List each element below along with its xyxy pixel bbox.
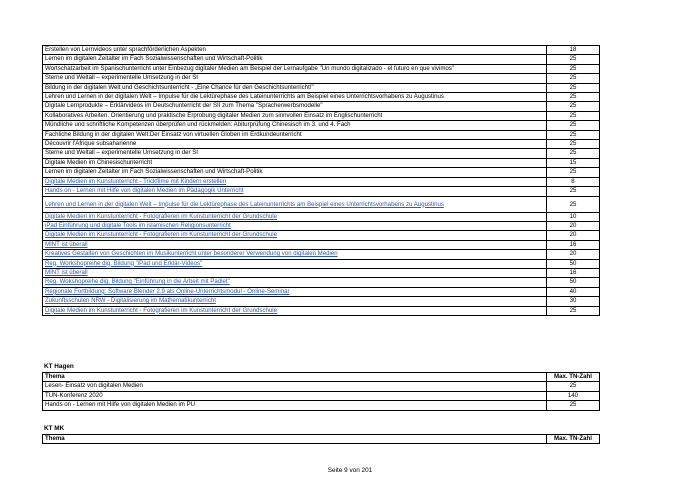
- row-count: 25: [547, 187, 600, 196]
- row-count: 25: [547, 74, 600, 83]
- column-header-theme: Thema: [43, 435, 547, 444]
- row-count: 25: [547, 196, 600, 212]
- row-title-link[interactable]: Regionale Fortbildung: Software Blender 2.9 als Online-Unterrichtsmodul - Online-Seminar: [43, 287, 547, 296]
- row-title: Kollaboratives Arbeiten. Orientierung und praktische Erprobung digitaler Medien zum sinnvollen Einsatz im Englischunterricht: [43, 111, 547, 120]
- row-title: TUN-Konferenz 2020: [43, 391, 547, 400]
- table-row: [43, 149, 600, 158]
- row-count: 15: [547, 158, 600, 167]
- row-title: Bildung in der digitalen Welt und Geschichtsunterricht - „Eine Chance für den Geschichtsunterricht!": [43, 83, 547, 92]
- row-count: 25: [547, 64, 600, 73]
- row-count: 25: [547, 140, 600, 149]
- row-count: 16: [547, 268, 600, 277]
- row-title: Sterne und Weltall – experimentelle Umsetzung in der SI: [43, 149, 547, 158]
- table-row: [43, 102, 600, 111]
- row-count: 20: [547, 221, 600, 230]
- mk-table: [42, 434, 600, 444]
- row-count: 20: [547, 250, 600, 259]
- row-title: Découvrir l'Afrique subsaharienne: [43, 140, 547, 149]
- course-table: [42, 45, 600, 316]
- row-title: Digitale Medien im Chinesischunterricht: [43, 158, 547, 167]
- column-header-max: Max. TN-Zahl: [547, 373, 600, 382]
- row-count: 25: [547, 130, 600, 139]
- row-title-link[interactable]: Digitale Medien im Kunstunterricht - Fotografieren im Kunstunterricht der Grundschule: [43, 231, 547, 240]
- table-header-row: [43, 373, 600, 382]
- table-row: [43, 55, 600, 64]
- row-title: Mündliche und schriftliche Kompetenzen überprüfen und rückmelden: Abiturprüfung Chinesisch im 3. und 4. Fach: [43, 121, 547, 130]
- row-count: 18: [547, 46, 600, 55]
- row-count: 8: [547, 177, 600, 186]
- table-row: [43, 111, 600, 120]
- table-row[interactable]: [43, 278, 600, 287]
- table-row[interactable]: [43, 287, 600, 296]
- row-count: 25: [547, 111, 600, 120]
- row-count: 50: [547, 278, 600, 287]
- row-count: 25: [547, 401, 600, 410]
- row-count: 30: [547, 297, 600, 306]
- table-row[interactable]: [43, 231, 600, 240]
- row-count: 25: [547, 382, 600, 391]
- row-count: 140: [547, 391, 600, 400]
- row-title-link[interactable]: iPad Einführung und digitale Tools im islamischen Religionsunterricht: [43, 221, 547, 230]
- row-count: 25: [547, 121, 600, 130]
- table-row[interactable]: [43, 196, 600, 212]
- row-count: 10: [547, 212, 600, 221]
- row-title-link[interactable]: Kreatives Gestalten von Geschichten im Musikunterricht unter besonderer Verwendung von digitalen Medien: [43, 250, 547, 259]
- table-row[interactable]: [43, 187, 600, 196]
- table-row[interactable]: [43, 240, 600, 249]
- row-title-link[interactable]: Hands on - Lernen mit Hilfe von digitalen Medien im Pädagogik Unterricht: [43, 187, 547, 196]
- table-header-row: [43, 435, 600, 444]
- row-title: Digitale Lernprodukte – Erklärvideos im Deutschunterricht der SII zum Thema "Spracherwerbsmodelle": [43, 102, 547, 111]
- table-row: [43, 83, 600, 92]
- table-row[interactable]: [43, 250, 600, 259]
- table-row: [43, 130, 600, 139]
- row-title: Lesen- Einsatz von digitalen Medien: [43, 382, 547, 391]
- hagen-table: [42, 372, 600, 411]
- row-count: 25: [547, 93, 600, 102]
- table-row: [43, 64, 600, 73]
- row-title-link[interactable]: Digitale Medien im Kunstunterricht - Fotografieren im Kunstunterricht der Grundschule: [43, 306, 547, 315]
- table-row[interactable]: [43, 221, 600, 230]
- row-title-link[interactable]: Zukunftsschulen NRW - Digitalisierung im Mathematikunterricht: [43, 297, 547, 306]
- table-row[interactable]: [43, 177, 600, 186]
- row-title-link[interactable]: Digitale Medien im Kunstunterricht - Fotografieren im Kunstunterricht der Grundschule: [43, 212, 547, 221]
- table-row: [43, 168, 600, 177]
- row-count: 50: [547, 259, 600, 268]
- row-title-link[interactable]: MINT ist überall: [43, 240, 547, 249]
- row-title: Lehren und Lernen in der digitalen Welt – Impulse für die Lektürephase des Lateinunterrichts am Beispiel eines Unterrichtsvorhabens zu Augustinus: [43, 93, 547, 102]
- table-row[interactable]: [43, 268, 600, 277]
- page-number: Seite 9 von 201: [327, 467, 373, 474]
- row-count: 40: [547, 287, 600, 296]
- row-count: 25: [547, 102, 600, 111]
- row-title: Wortschatzarbeit im Spanischunterricht unter Einbezug digitaler Medien am Beispiel der Lernaufgabe "Un mundo digitalizado - el futuro en que vivimos": [43, 64, 547, 73]
- row-title: Lernen im digitalen Zeitalter im Fach Sozialwissenschaften und Wirtschaft-Politik: [43, 55, 547, 64]
- row-count: 16: [547, 240, 600, 249]
- row-count: 25: [547, 149, 600, 158]
- table-row: [43, 158, 600, 167]
- row-title: Sterne und Weltall – experimentelle Umsetzung in der SI: [43, 74, 547, 83]
- table-row: [43, 46, 600, 55]
- table-row: [43, 74, 600, 83]
- table-row[interactable]: [43, 259, 600, 268]
- table-row[interactable]: [43, 212, 600, 221]
- table-row[interactable]: [43, 306, 600, 315]
- column-header-theme: Thema: [43, 373, 547, 382]
- table-row: [43, 121, 600, 130]
- row-title: Hands on - Lernen mit Hilfe von digitalen Medien im PU: [43, 401, 547, 410]
- row-count: 25: [547, 55, 600, 64]
- row-title-link[interactable]: Reg. Wokshopreihe dig. Bildung "Einführung in die Arbeit mit Padlet": [43, 278, 547, 287]
- row-count: 25: [547, 83, 600, 92]
- row-title: Lernen im digitalen Zeitalter im Fach Sozialwissenschaften und Wirtschaft-Politik: [43, 168, 547, 177]
- row-count: 25: [547, 168, 600, 177]
- row-title-link[interactable]: Reg. Workshopreihe dig. Bildung "iPad und Erklär-Videos": [43, 259, 547, 268]
- table-row: [43, 93, 600, 102]
- table-row[interactable]: [43, 297, 600, 306]
- row-title-link[interactable]: MINT ist überall: [43, 268, 547, 277]
- row-title-link[interactable]: Lehren und Lernen in der digitalen Welt – Impulse für die Lektürephase des Lateinunterrichts am Beispiel eines Unterrichtsvorhabens zu Augustinus: [43, 196, 547, 212]
- row-count: 25: [547, 306, 600, 315]
- section-heading-hagen: KT Hagen: [44, 363, 74, 370]
- table-row: [43, 401, 600, 410]
- table-row: [43, 391, 600, 400]
- row-title-link[interactable]: Digitale Medien im Kunstunterricht - Trickfilme mit Kindern erstellen: [43, 177, 547, 186]
- row-count: 20: [547, 231, 600, 240]
- section-heading-mk: KT MK: [44, 425, 65, 432]
- column-header-max: Max. TN-Zahl: [547, 435, 600, 444]
- row-title: Fachliche Bildung in der digitalen Welt:Der Einsatz von virtuellen Globen im Erdkundeunterricht: [43, 130, 547, 139]
- table-row: [43, 382, 600, 391]
- row-title: Erstellen von Lernvideos unter sprachförderlichen Aspekten: [43, 46, 547, 55]
- table-row: [43, 140, 600, 149]
